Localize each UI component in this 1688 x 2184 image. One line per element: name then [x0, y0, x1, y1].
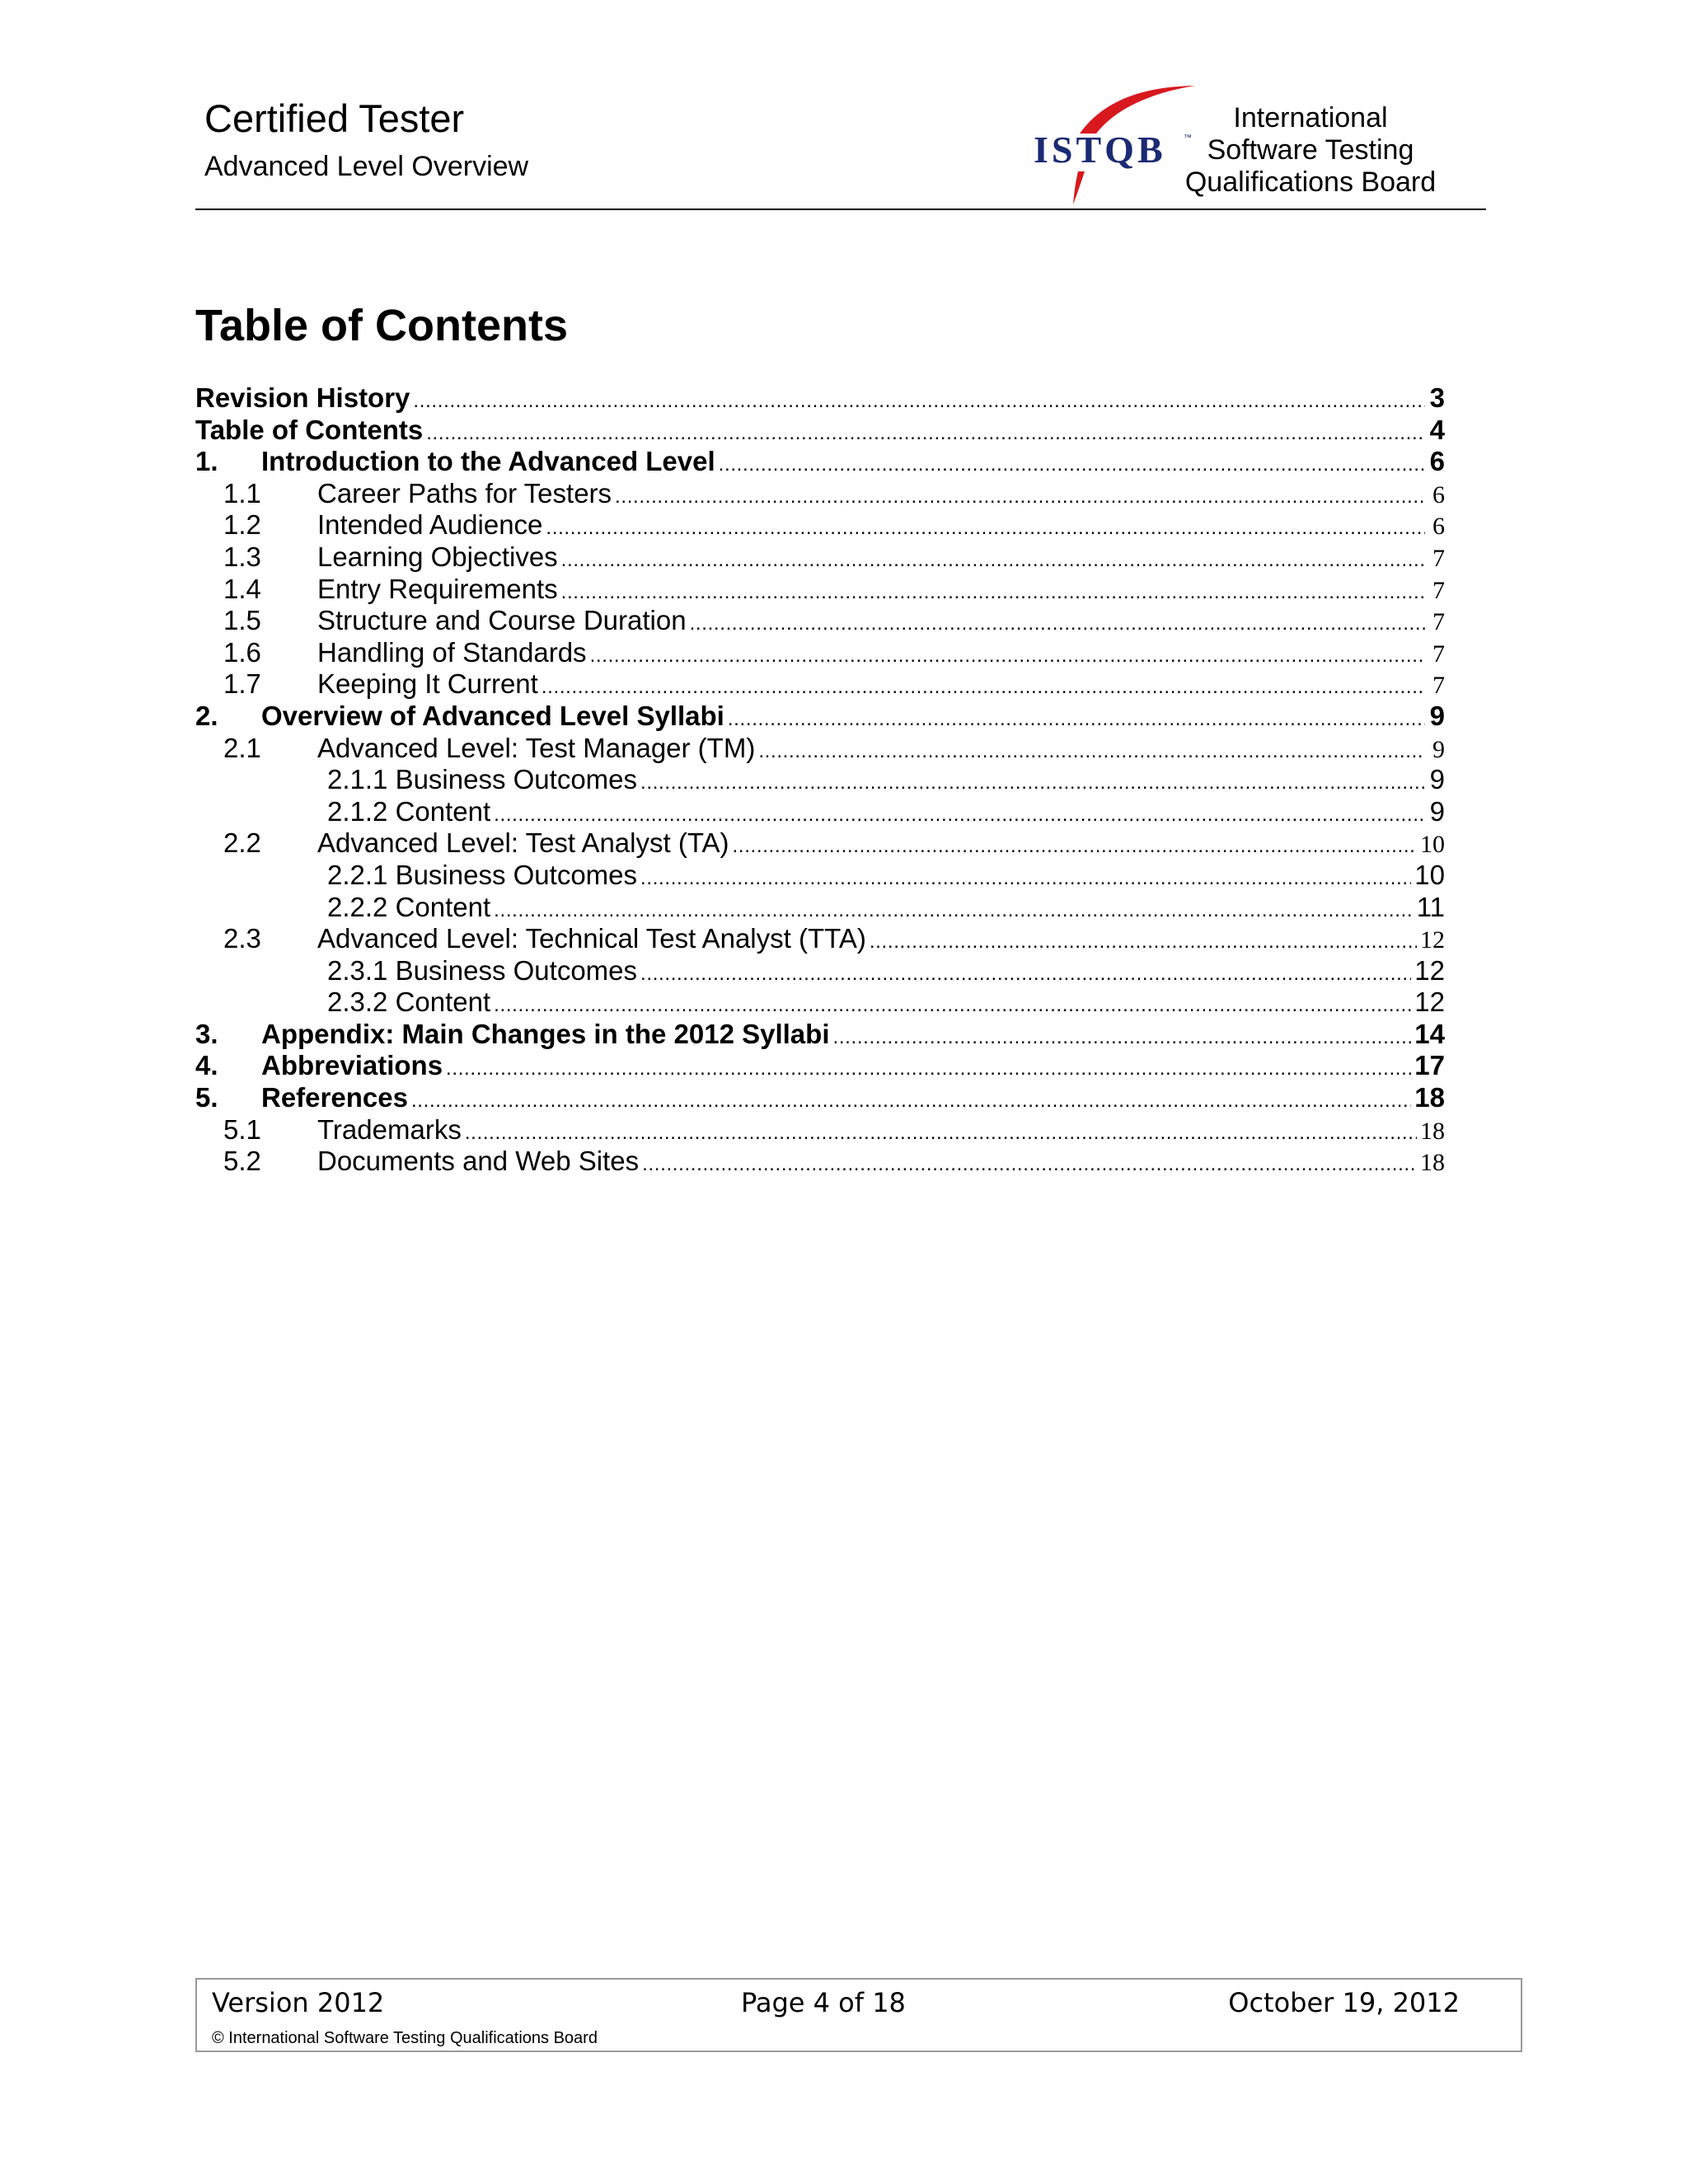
toc-entry-page: 10: [1414, 859, 1445, 890]
toc-entry-page: 12: [1414, 954, 1445, 986]
toc-entry-number: 1.4: [223, 573, 261, 604]
toc-entry-page: 6: [1429, 446, 1445, 477]
dot-leader: [494, 987, 1411, 1021]
toc-entry[interactable]: [195, 796, 1445, 828]
org-line-1: International: [1233, 102, 1388, 134]
toc-entry[interactable]: [195, 1114, 1445, 1146]
toc-entry-page: 3: [1429, 382, 1445, 413]
toc-entry-number: 1.6: [223, 636, 261, 668]
toc-entry[interactable]: [195, 827, 1445, 860]
toc-entry[interactable]: [195, 733, 1445, 765]
toc-entry[interactable]: [195, 955, 1445, 987]
table-of-contents: [195, 382, 1445, 1178]
dot-leader: [642, 1146, 1417, 1180]
istqb-logo: [1030, 82, 1195, 214]
toc-entry-page: 9: [1429, 795, 1445, 827]
toc-entry-page: 18: [1420, 1149, 1445, 1177]
toc-entry-page: 11: [1416, 891, 1445, 922]
toc-entry-page: 12: [1420, 926, 1445, 954]
page-header: [0, 0, 1688, 214]
header-title: Certified Tester: [204, 96, 465, 140]
toc-entry[interactable]: [195, 1050, 1445, 1082]
toc-entry-label: Advanced Level: Technical Test Analyst (TTA): [317, 923, 866, 954]
toc-entry-number: 5.: [195, 1082, 218, 1113]
toc-entry-number: 3.: [195, 1018, 218, 1049]
dot-leader: [494, 892, 1414, 926]
toc-entry-page: 7: [1432, 576, 1445, 604]
toc-entry[interactable]: [195, 860, 1445, 892]
toc-entry[interactable]: [195, 637, 1445, 669]
toc-entry-label: Handling of Standards: [317, 636, 587, 668]
toc-entry[interactable]: [195, 668, 1445, 701]
dot-leader: [413, 382, 1425, 417]
toc-entry-label: 2.2.1 Business Outcomes: [327, 859, 638, 890]
toc-entry-page: 18: [1420, 1117, 1445, 1145]
toc-entry[interactable]: [195, 478, 1445, 510]
dot-leader: [640, 764, 1425, 799]
footer-version: Version 2012: [212, 1987, 385, 2018]
toc-entry-page: 12: [1414, 987, 1445, 1018]
toc-entry-number: 5.2: [223, 1146, 261, 1177]
dot-leader: [719, 446, 1425, 480]
toc-entry-label: Trademarks: [317, 1113, 462, 1145]
toc-entry-label: 2.1.2 Content: [327, 795, 491, 827]
org-line-2: Software Testing: [1207, 134, 1414, 166]
toc-entry-page: 6: [1432, 513, 1445, 541]
toc-entry-label: Abbreviations: [261, 1050, 443, 1081]
toc-entry[interactable]: [195, 605, 1445, 637]
footer-copyright: © International Software Testing Qualifications Board: [212, 2029, 598, 2047]
toc-entry[interactable]: [195, 382, 1445, 415]
toc-entry-page: 9: [1429, 700, 1445, 731]
toc-entry[interactable]: [195, 1146, 1445, 1178]
toc-entry-number: 1.7: [223, 668, 261, 700]
toc-entry-page: 9: [1429, 764, 1445, 795]
toc-entry-page: 17: [1414, 1050, 1445, 1081]
toc-entry-page: 7: [1432, 640, 1445, 668]
toc-entry-number: 1.3: [223, 541, 261, 572]
toc-entry[interactable]: [195, 764, 1445, 796]
dot-leader: [426, 415, 1425, 449]
dot-leader: [640, 955, 1411, 990]
dot-leader: [494, 796, 1425, 831]
toc-entry-page: 14: [1414, 1018, 1445, 1049]
page-title: Table of Contents: [195, 301, 568, 350]
toc-entry-label: Entry Requirements: [317, 573, 558, 604]
dot-leader: [446, 1050, 1411, 1085]
footer-date: October 19, 2012: [1228, 1987, 1460, 2018]
org-line-3: Qualifications Board: [1184, 166, 1437, 198]
toc-entry-page: 7: [1432, 544, 1445, 572]
toc-entry[interactable]: [195, 923, 1445, 955]
toc-entry[interactable]: [195, 1082, 1445, 1114]
dot-leader: [640, 860, 1411, 894]
toc-entry[interactable]: [195, 987, 1445, 1019]
header-subtitle: Advanced Level Overview: [204, 151, 529, 182]
dot-leader: [546, 509, 1425, 544]
toc-entry-label: Appendix: Main Changes in the 2012 Syllabi: [261, 1018, 830, 1049]
toc-entry-page: 7: [1432, 608, 1445, 636]
toc-entry[interactable]: [195, 892, 1445, 924]
dot-leader: [590, 637, 1425, 672]
dot-leader: [615, 478, 1425, 513]
toc-entry-label: Career Paths for Testers: [317, 477, 612, 509]
toc-entry-number: 2.1: [223, 732, 261, 763]
toc-entry[interactable]: [195, 1019, 1445, 1051]
toc-entry-page: 10: [1420, 831, 1445, 859]
toc-entry-label: Documents and Web Sites: [317, 1146, 640, 1177]
toc-entry[interactable]: [195, 446, 1445, 478]
dot-leader: [561, 574, 1425, 608]
toc-entry-label: Introduction to the Advanced Level: [261, 446, 715, 477]
dot-leader: [728, 701, 1425, 735]
toc-entry-number: 2.2: [223, 827, 261, 859]
dot-leader: [870, 923, 1417, 958]
toc-entry-label: Advanced Level: Test Manager (TM): [317, 732, 756, 763]
toc-entry-label: Learning Objectives: [317, 541, 558, 572]
header-divider: [195, 209, 1486, 210]
toc-entry-number: 2.3: [223, 923, 261, 954]
dot-leader: [690, 605, 1425, 640]
toc-entry[interactable]: [195, 541, 1445, 574]
toc-entry[interactable]: [195, 701, 1445, 733]
toc-entry-number: 1.: [195, 446, 218, 477]
toc-entry-page: 9: [1432, 735, 1445, 763]
footer-page-number: Page 4 of 18: [741, 1987, 906, 2018]
dot-leader: [465, 1114, 1417, 1149]
toc-entry[interactable]: [195, 509, 1445, 541]
toc-entry-number: 4.: [195, 1050, 218, 1081]
dot-leader: [561, 541, 1425, 576]
dot-leader: [542, 668, 1425, 703]
toc-entry-number: 1.1: [223, 477, 261, 509]
svg-text:™: ™: [1184, 134, 1192, 143]
toc-entry-label: Advanced Level: Test Analyst (TA): [317, 827, 729, 859]
organization-name: [1179, 102, 1442, 199]
dot-leader: [733, 827, 1417, 862]
toc-entry-number: 1.2: [223, 509, 261, 541]
dot-leader: [758, 733, 1425, 767]
toc-entry-label: Table of Contents: [195, 414, 424, 445]
toc-entry-label: 2.1.1 Business Outcomes: [327, 764, 638, 795]
toc-entry-number: 1.5: [223, 605, 261, 636]
dot-leader: [411, 1082, 1411, 1117]
toc-entry-label: Keeping It Current: [317, 668, 538, 700]
toc-entry-page: 4: [1429, 414, 1445, 445]
toc-entry[interactable]: [195, 415, 1445, 447]
toc-entry-label: Overview of Advanced Level Syllabi: [261, 700, 724, 731]
svg-text:ISTQB: ISTQB: [1034, 129, 1166, 171]
toc-entry-page: 7: [1432, 672, 1445, 700]
toc-entry-label: 2.3.1 Business Outcomes: [327, 954, 638, 986]
toc-entry-label: 2.2.2 Content: [327, 891, 491, 922]
dot-leader: [833, 1019, 1412, 1053]
toc-entry-number: 2.: [195, 700, 218, 731]
toc-entry-label: 2.3.2 Content: [327, 987, 491, 1018]
toc-entry-label: References: [261, 1082, 408, 1113]
toc-entry-number: 5.1: [223, 1113, 261, 1145]
toc-entry-page: 18: [1414, 1082, 1445, 1113]
page-footer: [195, 1978, 1522, 2052]
toc-entry-page: 6: [1432, 480, 1445, 509]
toc-entry-label: Revision History: [195, 382, 410, 413]
toc-entry-label: Structure and Course Duration: [317, 605, 687, 636]
toc-entry[interactable]: [195, 574, 1445, 606]
toc-entry-label: Intended Audience: [317, 509, 543, 541]
